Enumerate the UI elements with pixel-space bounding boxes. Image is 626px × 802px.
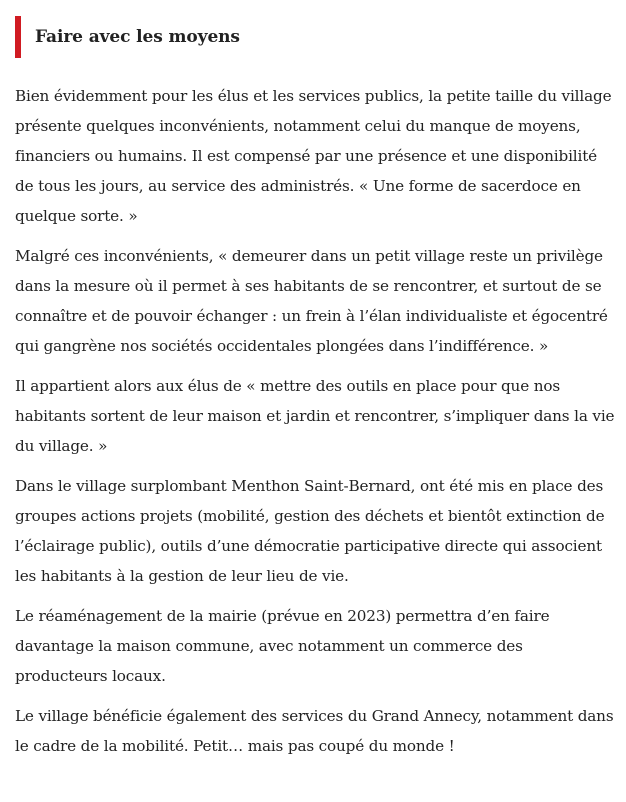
article-section [15,0,615,761]
section-title: Faire avec les moyens [35,27,240,47]
paragraph-1: Bien évidemment pour les élus et les services publics, la petite taille du village présente quelques inconvénients, notamment celui du manque de moyens, financiers ou humains. Il est compensé par une présence et une disponibilité de tous les jours, au service des administrés. « Une forme de sacerdoce en quelque sorte. » [15,87,612,225]
paragraph-5: Le réaménagement de la mairie (prévue en 2023) permettra d’en faire davantage la maison commune, avec notamment un commerce des producteurs locaux. [15,607,550,685]
paragraph-6: Le village bénéficie également des services du Grand Annecy, notamment dans le cadre de la mobilité. Petit… mais pas coupé du monde ! [15,707,614,755]
paragraph-2: Malgré ces inconvénients, « demeurer dans un petit village reste un privilège dans la mesure où il permet à ses habitants de se rencontrer, et surtout de se connaître et de pouvoir échanger : un frein à l’élan individualiste et égocentré qui gangrène nos sociétés occidentales plongées dans l’indifférence. » [15,247,608,355]
paragraph-4: Dans le village surplombant Menthon Saint-Bernard, ont été mis en place des groupes actions projets (mobilité, gestion des déchets et bientôt extinction de l’éclairage public), outils d’une démocratie participative directe qui associent les habitants à la gestion de leur lieu de vie. [15,477,605,585]
paragraph-3: Il appartient alors aux élus de « mettre des outils en place pour que nos habitants sortent de leur maison et jardin et rencontrer, s’impliquer dans la vie du village. » [15,377,615,455]
section-heading [15,16,615,58]
heading-accent-bar [15,16,21,58]
